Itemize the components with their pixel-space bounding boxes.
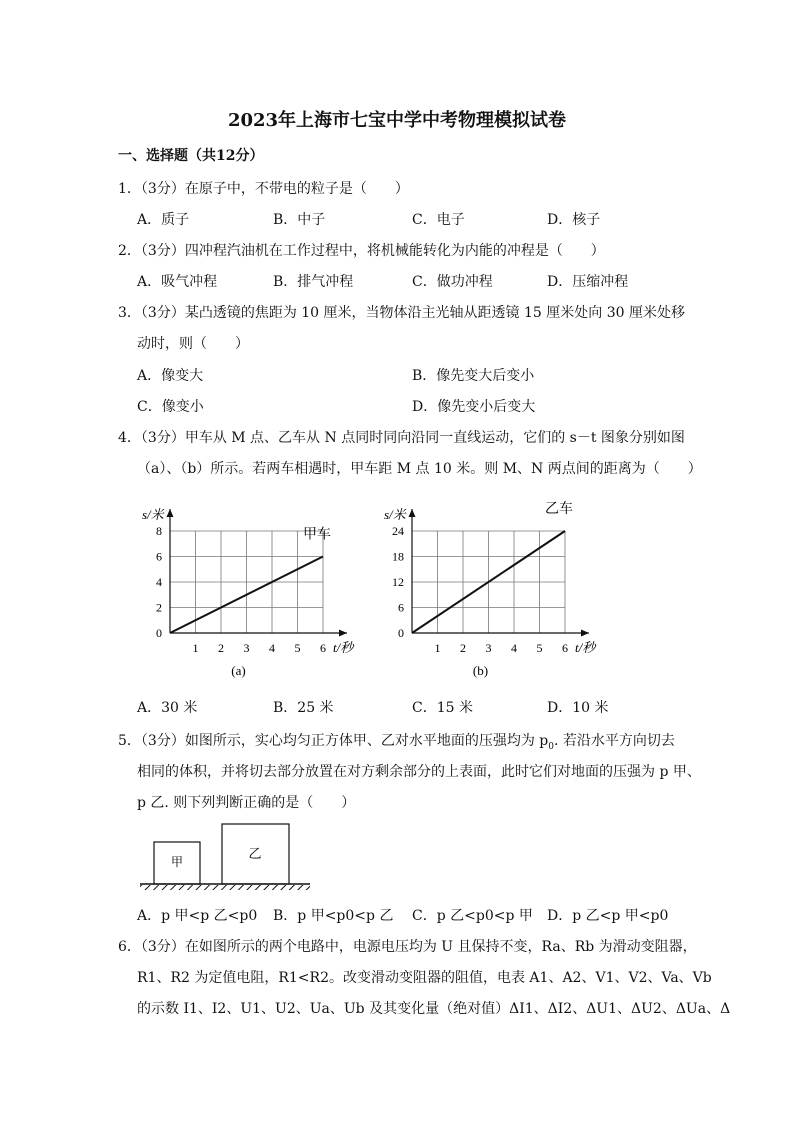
q4-option-c: C．15 米 [412,700,473,716]
chart-a-y-axis-arrow [167,509,174,517]
chart-a-origin-label: 0 [156,626,162,640]
chart-b-title: 乙车 [545,502,573,517]
chart-b-x-tick-label: 4 [511,641,517,655]
blocks-figure [138,820,318,892]
q4-option-d: D．10 米 [547,700,609,716]
q5-option-a: A．p 甲<p 乙<p0 [137,908,258,924]
block-yi-label: 乙 [248,847,262,862]
chart-a [130,490,370,685]
q1-option-c: C．电子 [412,212,465,228]
q5-option-d: D．p 乙<p 甲<p0 [547,908,669,924]
chart-b-x-tick-label: 6 [562,641,568,655]
chart-b-caption: (b) [472,663,489,678]
chart-a-x-axis-arrow [339,630,347,637]
chart-a-y-axis-label: s/米 [142,507,164,522]
chart-b-x-tick-label: 5 [536,641,543,655]
q3-option-a: A．像变大 [137,368,204,384]
q5-option-b: B．p 甲<p0<p 乙 [273,908,394,924]
chart-a-title: 甲车 [303,527,331,543]
question-4-line-2: （a）、（b）所示。若两车相遇时，甲车距 M 点 10 米。则 M、N 两点间的距离为（ ） [137,461,702,477]
chart-b-y-tick-label: 24 [392,524,404,538]
question-3-line-2: 动时，则（ ） [137,336,249,352]
q1-option-d: D．核子 [547,212,601,228]
chart-a-x-tick-label: 2 [218,641,224,655]
chart-a-y-tick-label: 4 [156,575,162,589]
question-6-line-1: 6．（3分）在如图所示的两个电路中，电源电压均为 U 且保持不变，Ra、Rb 为滑动变阻器， [118,939,697,955]
chart-b-origin-label: 0 [398,626,404,640]
chart-a-y-tick-label: 2 [156,600,162,615]
chart-b-x-axis-label: t/秒 [575,640,596,655]
block-jia-label: 甲 [170,855,184,869]
q3-option-b: B．像先变大后变小 [412,368,535,384]
q4-option-a: A．30 米 [137,700,198,716]
chart-b-x-tick-label: 3 [485,641,492,655]
section-heading: 一、选择题（共12分） [118,148,264,164]
q1-option-b: B．中子 [273,212,326,228]
question-5-line-1: 5．（3分）如图所示，实心均匀正方体甲、乙对水平地面的压强均为 $p_0$. 若沿水平方向切去 [118,733,675,752]
ground-hatch [140,885,310,890]
question-5-line-3: p 乙. 则下列判断正确的是（ ） [137,795,356,811]
chart-a-x-tick-label: 3 [243,641,250,655]
page-title: 2023年上海市七宝中学中考物理模拟试卷 [227,110,567,131]
chart-b-x-axis-arrow [581,630,589,637]
q2-option-a: A．吸气冲程 [137,274,218,290]
q1-option-a: A．质子 [137,212,190,228]
chart-a-y-tick-label: 8 [156,524,162,538]
chart-b [372,490,612,685]
chart-b-y-tick-label: 6 [398,600,404,615]
chart-b-y-axis-arrow [409,509,416,517]
question-2-stem: 2．（3分）四冲程汽油机在工作过程中，将机械能转化为内能的冲程是（ ） [118,243,605,259]
chart-a-x-axis-label: t/秒 [333,640,354,655]
question-3-line-1: 3．（3分）某凸透镜的焦距为 10 厘米，当物体沿主光轴从距透镜 15 厘米处向 30 厘米处移 [118,305,685,321]
question-4-line-1: 4．（3分）甲车从 M 点、乙车从 N 点同时同向沿同一直线运动，它们的 s－t 图象分别如图 [118,430,685,446]
question-6-line-3: 的示数 I1、I2、U1、U2、Ua、Ub 及其变化量（绝对值）ΔI1、ΔI2、ΔU1、ΔU2、ΔUa、Δ [137,1001,731,1017]
chart-b-x-tick-label: 1 [434,641,441,655]
chart-b-y-tick-label: 18 [392,549,404,564]
q3-option-d: D．像先变小后变大 [412,399,536,415]
chart-a-caption: (a) [231,663,246,678]
chart-a-x-tick-label: 1 [192,641,199,655]
chart-b-y-axis-label: s/米 [384,507,406,522]
q3-option-c: C．像变小 [137,399,204,415]
question-5-line-2: 相同的体积，并将切去部分放置在对方剩余部分的上表面，此时它们对地面的压强为 p 甲、 [137,764,701,780]
chart-a-x-tick-label: 5 [294,641,301,655]
chart-a-y-tick-label: 6 [156,549,162,564]
q4-option-b: B．25 米 [273,700,334,716]
q2-option-d: D．压缩冲程 [547,274,629,290]
chart-b-y-tick-label: 12 [392,575,404,589]
question-1-stem: 1．（3分）在原子中，不带电的粒子是（ ） [118,181,409,197]
q2-option-c: C．做功冲程 [412,274,493,290]
question-6-line-2: R1、R2 为定值电阻，R1<R2。改变滑动变阻器的阻值，电表 A1、A2、V1、V2、Va、Vb [137,970,712,986]
chart-a-x-tick-label: 4 [269,641,275,655]
q5-option-c: C．p 乙<p0<p 甲 [412,908,533,924]
chart-b-x-tick-label: 2 [460,641,466,655]
q2-option-b: B．排气冲程 [273,274,354,290]
chart-a-x-tick-label: 6 [320,641,326,655]
